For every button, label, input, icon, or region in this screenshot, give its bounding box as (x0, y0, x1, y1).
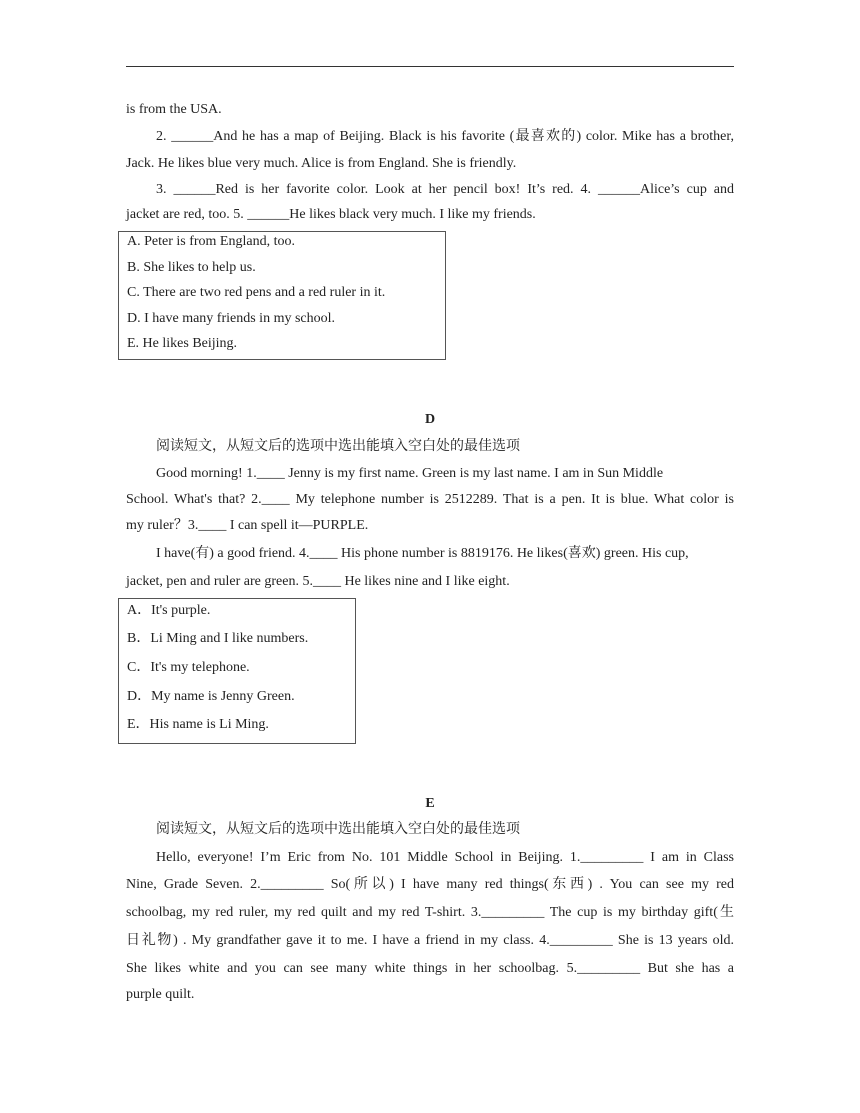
option-c: C. There are two red pens and a red ruler in it. (127, 285, 386, 300)
header-rule (126, 66, 734, 67)
passage-line: 3. ______Red is her favorite color. Look at her pencil box! It’s red. 4. ______Alice’s cup and (156, 182, 734, 197)
passage-line: Good morning! 1.____ Jenny is my first name. Green is my last name. I am in Sun Middle (156, 466, 664, 481)
option-d: D. I have many friends in my school. (127, 311, 336, 326)
option-c: C．It's my telephone. (127, 660, 250, 675)
option-a: A. Peter is from England, too. (127, 234, 295, 249)
option-b: B．Li Ming and I like numbers. (127, 631, 309, 646)
passage-line: schoolbag, my red ruler, my red quilt and my red T-shirt. 3._________ The cup is my birthday gift(生 (126, 905, 734, 920)
option-b: B. She likes to help us. (127, 260, 256, 275)
passage-line: She likes white and you can see many white things in her schoolbag. 5._________ But she has a (126, 961, 734, 976)
passage-line: I have(有) a good friend. 4.____ His phone number is 8819176. He likes(喜欢) green. His cup, (156, 546, 689, 561)
options-box (118, 598, 356, 744)
section-title-d: D (424, 412, 436, 427)
passage-line: Hello, everyone! I’m Eric from No. 101 Middle School in Beijing. 1._________ I am in Class (156, 850, 734, 865)
passage-line: jacket are red, too. 5. ______He likes black very much. I like my friends. (126, 207, 536, 222)
passage-line: Nine, Grade Seven. 2._________ So(所以) I have many red things(东西) . You can see my red (126, 877, 734, 892)
passage-line: my ruler？3.____ I can spell it—PURPLE. (126, 518, 369, 533)
passage-line: purple quilt. (126, 987, 195, 1002)
option-e: E．His name is Li Ming. (127, 717, 269, 732)
options-box (118, 231, 446, 360)
section-title-e: E (425, 796, 435, 811)
option-a: A．It's purple. (127, 603, 211, 618)
section-instruction: 阅读短文，从短文后的选项中选出能填入空白处的最佳选项 (156, 439, 520, 454)
passage-line: 2. ______And he has a map of Beijing. Black is his favorite (最喜欢的) color. Mike has a brother, (156, 129, 734, 144)
passage-line: Jack. He likes blue very much. Alice is from England. She is friendly. (126, 156, 517, 171)
option-e: E. He likes Beijing. (127, 336, 238, 351)
passage-line: School. What's that? 2.____ My telephone number is 2512289. That is a pen. It is blue. What color is (126, 492, 734, 507)
section-instruction: 阅读短文，从短文后的选项中选出能填入空白处的最佳选项 (156, 822, 520, 837)
passage-line: jacket, pen and ruler are green. 5.____ He likes nine and I like eight. (126, 574, 510, 589)
passage-line: is from the USA. (126, 102, 222, 117)
passage-line: 日礼物) . My grandfather gave it to me. I have a friend in my class. 4._________ She is 13 years old. (126, 933, 734, 948)
option-d: D．My name is Jenny Green. (127, 689, 295, 704)
